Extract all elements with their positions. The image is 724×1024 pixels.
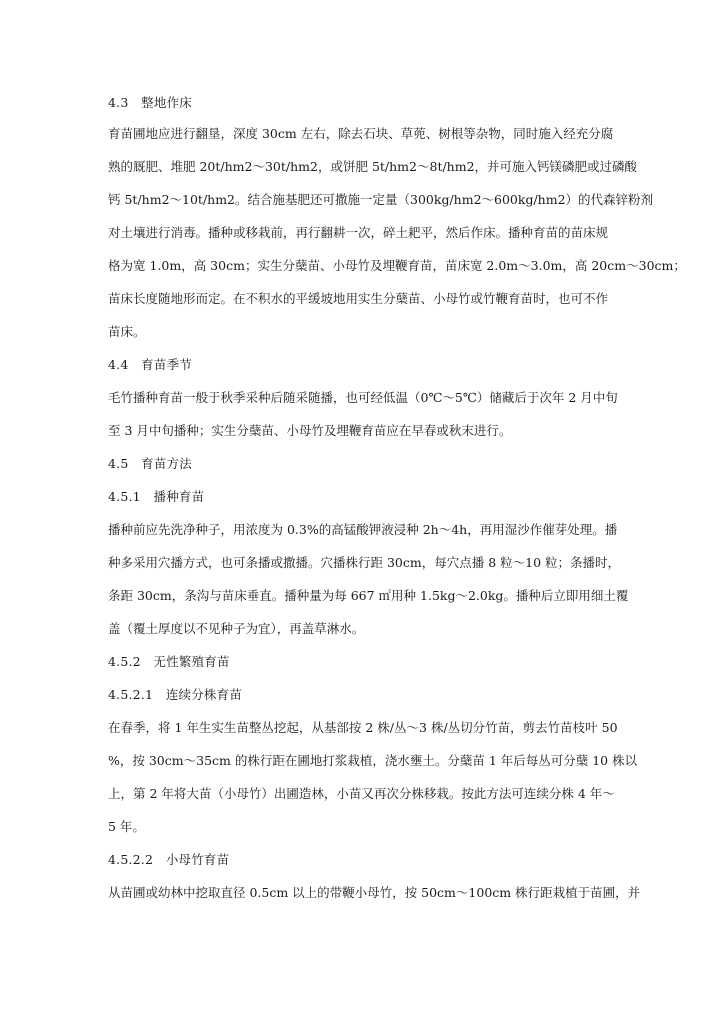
paragraph-line: 苗床。: [108, 324, 146, 339]
paragraph-line: 熟的厩肥、堆肥 20t/hm2～30t/hm2，或饼肥 5t/hm2～8t/hm2，并可施入钙镁磷肥或过磷酸: [108, 159, 638, 174]
section-heading-4-5-1: 4.5.1 播种育苗: [108, 489, 205, 504]
paragraph-line: 育苗圃地应进行翻垦，深度 30cm 左右，除去石块、草蔸、树根等杂物，同时施入经充分腐: [108, 126, 614, 141]
paragraph-line: 条距 30cm，条沟与苗床垂直。播种量为每 667 ㎡用种 1.5kg～2.0kg。播种后立即用细土覆: [108, 588, 629, 603]
paragraph-line: 5 年。: [108, 819, 145, 834]
paragraph-line: 苗床长度随地形而定。在不积水的平缓坡地用实生分蘖苗、小母竹或竹鞭育苗时，也可不作: [108, 291, 609, 306]
paragraph-line: 毛竹播种育苗一般于秋季采种后随采随播，也可经低温（0℃～5℃）储藏后于次年 2 月中旬: [108, 390, 618, 405]
paragraph-line: 种多采用穴播方式，也可条播或撒播。穴播株行距 30cm，每穴点播 8 粒～10 粒；条播时，: [108, 555, 621, 570]
section-heading-4-3: 4.3 整地作床: [108, 95, 192, 110]
section-heading-4-5-2: 4.5.2 无性繁殖育苗: [108, 654, 230, 669]
paragraph-line: 盖（覆土厚度以不见种子为宜），再盖草淋水。: [108, 621, 365, 636]
paragraph-line: 播种前应先洗净种子，用浓度为 0.3%的高锰酸钾液浸种 2h～4h，再用湿沙作催芽处理。播: [108, 522, 618, 537]
paragraph-line: 上，第 2 年将大苗（小母竹）出圃造林，小苗又再次分株移栽。按此方法可连续分株 4 年～: [108, 786, 615, 801]
paragraph-line: 至 3 月中旬播种；实生分蘖苗、小母竹及埋鞭育苗应在早春或秋末进行。: [108, 423, 512, 438]
paragraph-line: 对土壤进行消毒。播种或移栽前，再行翻耕一次，碎土耙平，然后作床。播种育苗的苗床规: [108, 225, 609, 240]
section-heading-4-5-2-2: 4.5.2.2 小母竹育苗: [108, 852, 230, 867]
paragraph-line: 从苗圃或幼林中挖取直径 0.5cm 以上的带鞭小母竹，按 50cm～100cm 株行距栽植于苗圃，并: [108, 885, 641, 900]
paragraph-line: %，按 30cm～35cm 的株行距在圃地打浆栽植，浇水壅土。分蘖苗 1 年后每丛可分蘖 10 株以: [108, 753, 638, 768]
section-heading-4-4: 4.4 育苗季节: [108, 357, 192, 372]
section-heading-4-5-2-1: 4.5.2.1 连续分株育苗: [108, 687, 243, 702]
section-heading-4-5: 4.5 育苗方法: [108, 456, 192, 471]
paragraph-line: 格为宽 1.0m，高 30cm；实生分蘖苗、小母竹及埋鞭育苗，苗床宽 2.0m～3.0m，高 20cm～30cm；: [108, 258, 686, 273]
paragraph-line: 在春季，将 1 年生实生苗整丛挖起，从基部按 2 株/丛～3 株/丛切分竹苗，剪去竹苗枝叶 50: [108, 720, 618, 735]
paragraph-line: 钙 5t/hm2～10t/hm2。结合施基肥还可撒施一定量（300kg/hm2～600kg/hm2）的代森锌粉剂: [108, 192, 654, 207]
